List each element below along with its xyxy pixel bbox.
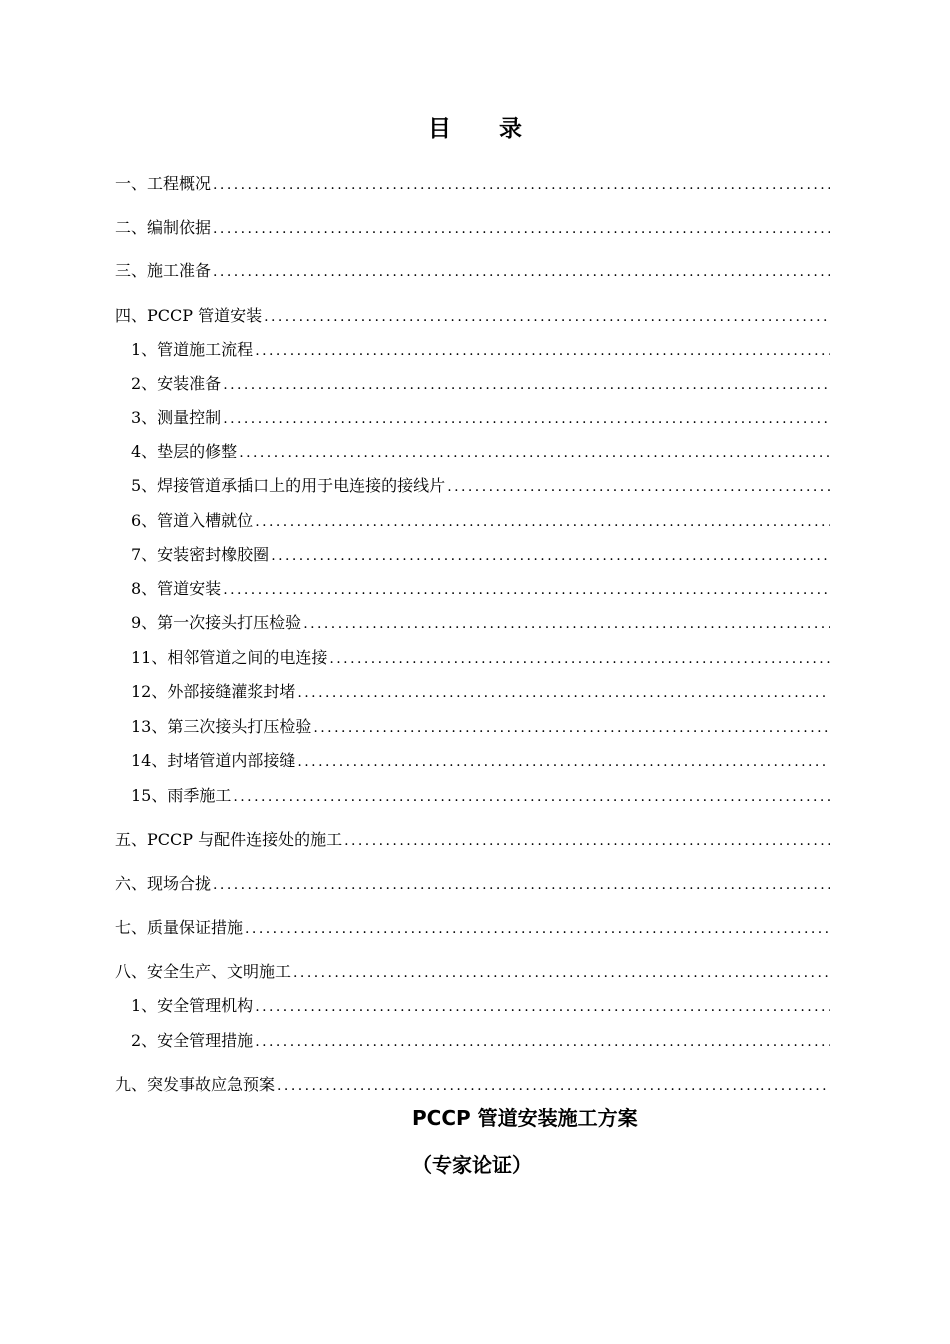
toc-entry-label: 13、第三次接头打压检验 [131, 717, 312, 736]
toc-dot-leader [233, 784, 830, 809]
toc-subentry[interactable] [131, 509, 830, 534]
toc-subentry[interactable] [131, 680, 830, 705]
toc-dot-leader [255, 1029, 830, 1054]
toc-entry-label: 1、安全管理机构 [131, 996, 254, 1015]
toc-entry[interactable] [115, 916, 830, 941]
toc-entry-label: 11、相邻管道之间的电连接 [131, 648, 328, 667]
toc-dot-leader [213, 216, 830, 241]
toc-dot-leader [344, 828, 830, 853]
toc-dot-leader [264, 304, 830, 329]
toc-entry-label: 4、垫层的修整 [131, 442, 238, 461]
toc-entry-label: 2、安装准备 [131, 374, 222, 393]
toc-entry-label: 8、管道安装 [131, 579, 222, 598]
toc-entry-label: 三、施工准备 [115, 261, 212, 280]
toc-entry[interactable] [115, 304, 830, 329]
toc-entry-label: 7、安装密封橡胶圈 [131, 545, 270, 564]
toc-dot-leader [313, 715, 830, 740]
toc-dot-leader [213, 259, 830, 284]
toc-dot-leader [255, 338, 830, 363]
toc-entry-label: 9、第一次接头打压检验 [131, 613, 302, 632]
toc-subentry[interactable] [131, 611, 830, 636]
toc-dot-leader [245, 916, 830, 941]
toc-dot-leader [329, 646, 830, 671]
toc-subentry[interactable] [131, 372, 830, 397]
toc-entry-label: 六、现场合拢 [115, 874, 212, 893]
toc-dot-leader [297, 680, 830, 705]
toc-entry-label: 6、管道入槽就位 [131, 511, 254, 530]
toc-dot-leader [223, 372, 830, 397]
toc-dot-leader [213, 172, 830, 197]
toc-entry-label: 12、外部接缝灌浆封堵 [131, 682, 296, 701]
toc-dot-leader [213, 872, 830, 897]
toc-subentry[interactable] [131, 784, 830, 809]
toc-subentry[interactable] [131, 715, 830, 740]
toc-dot-leader [239, 440, 830, 465]
toc-dot-leader [293, 960, 830, 985]
toc-entry-label: 14、封堵管道内部接缝 [131, 751, 296, 770]
toc-dot-leader [223, 577, 830, 602]
toc-entry[interactable] [115, 216, 830, 241]
toc-entry-label: 二、编制依据 [115, 218, 212, 237]
toc-subentry[interactable] [131, 338, 830, 363]
toc-subentry[interactable] [131, 474, 830, 499]
toc-dot-leader [297, 749, 830, 774]
toc-subentry[interactable] [131, 749, 830, 774]
toc-subentry[interactable] [131, 646, 830, 671]
toc-dot-leader [223, 406, 830, 431]
toc-entry-label: 九、突发事故应急预案 [115, 1075, 276, 1094]
toc-subentry[interactable] [131, 406, 830, 431]
toc-dot-leader [447, 474, 830, 499]
toc-entry-label: 1、管道施工流程 [131, 340, 254, 359]
toc-entry[interactable] [115, 828, 830, 853]
toc-subentry[interactable] [131, 1029, 830, 1054]
toc-subentry[interactable] [131, 440, 830, 465]
toc-entry-label: 五、PCCP 与配件连接处的施工 [115, 830, 343, 849]
toc-entry-label: 15、雨季施工 [131, 786, 232, 805]
toc-entry-label: 七、质量保证措施 [115, 918, 244, 937]
toc-subentry[interactable] [131, 994, 830, 1019]
toc-dot-leader [271, 543, 830, 568]
toc-dot-leader [255, 509, 830, 534]
toc-dot-leader [303, 611, 830, 636]
toc-dot-leader [255, 994, 830, 1019]
toc-entry-label: 一、工程概况 [115, 174, 212, 193]
toc-entry[interactable] [115, 259, 830, 284]
toc-entry[interactable] [115, 872, 830, 897]
toc-entry-label: 3、测量控制 [131, 408, 222, 427]
toc-dot-leader [277, 1073, 830, 1098]
toc-entry[interactable] [115, 172, 830, 197]
document-title: PCCP 管道安装施工方案 [412, 1106, 638, 1130]
toc-subentry[interactable] [131, 543, 830, 568]
toc-entry-label: 2、安全管理措施 [131, 1031, 254, 1050]
document-subtitle: （专家论证） [412, 1153, 532, 1177]
toc-entry[interactable] [115, 1073, 830, 1098]
toc-entry-label: 5、焊接管道承插口上的用于电连接的接线片 [131, 476, 446, 495]
toc-entry-label: 八、安全生产、文明施工 [115, 962, 292, 981]
toc-entry-label: 四、PCCP 管道安装 [115, 306, 263, 325]
toc-entry[interactable] [115, 960, 830, 985]
toc-subentry[interactable] [131, 577, 830, 602]
toc-title: 目 录 [427, 116, 542, 142]
